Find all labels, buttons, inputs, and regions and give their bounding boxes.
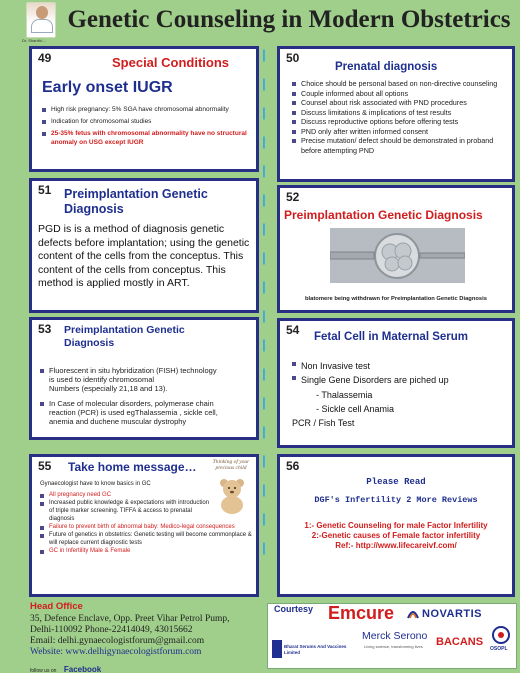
list-item: All pregnancy need GC (40, 491, 255, 499)
emcure-logo: Emcure (328, 603, 395, 623)
doctor-photo (26, 2, 56, 38)
list-item (40, 366, 222, 393)
doctor-face (36, 6, 48, 19)
read-heading: Please Read (366, 477, 426, 487)
panel-number: 55 (38, 459, 52, 473)
intro-text: Gynaecologist have to know basics in GC (40, 481, 151, 487)
panel-title (64, 324, 185, 350)
panel-number: 52 (286, 190, 300, 204)
center-divider: | | | | | | | | | | | | | | | | | | (262, 47, 266, 555)
list-item: GC in Infertility Male & Female (40, 547, 255, 555)
list-item: Single Gene Disorders are piched up (292, 373, 512, 387)
osopl-icon (490, 626, 512, 644)
address-line: Delhi-110092 Phone-22414049, 43015662 (30, 625, 193, 635)
photo-caption: Dr. Shanthi.... (22, 38, 47, 43)
panel-title: Special Conditions (112, 55, 230, 70)
bharat-icon (272, 640, 282, 658)
reading-item: 2:-Genetic causes of Female factor infertility (311, 531, 481, 540)
blastomere-micrograph (330, 228, 465, 283)
bullet-list (40, 366, 222, 426)
head-office-label: Head Office (30, 601, 83, 612)
sub-item: - Thalassemia (316, 390, 373, 400)
panel-title: Prenatal diagnosis (335, 61, 438, 73)
panel-fetal-cell (277, 318, 515, 448)
courtesy-sponsors (267, 603, 517, 669)
courtesy-label: Courtesy (274, 604, 314, 614)
bullet-list (42, 105, 252, 147)
read-subheading: DGF's Infertility 2 More Reviews (314, 495, 478, 505)
list-item: Counsel about risk associated with PND procedures (292, 98, 512, 108)
list-item: Discuss reproductive options before offering tests (292, 117, 512, 127)
thinking-caption: Thinking of your precious child (212, 459, 250, 471)
page-header (0, 0, 520, 42)
follow-label: follow us on (30, 668, 57, 673)
list-item: Choice should be personal based on non-directive counseling (292, 79, 512, 89)
list-item: In Case of molecular disorders, polymerase chain reaction (PCR) is used egThalassemia , sickle cell, anemia and duchene muscular dystrophy (40, 399, 222, 426)
reading-item: 1:- Genetic Counseling for male Factor Infertility (304, 521, 488, 530)
panel-subtitle: Early onset IUGR (42, 79, 173, 96)
bullet-list (292, 359, 512, 387)
bharat-logo: Bharat Serums And Vaccines Limited (284, 644, 347, 655)
merck-logo: Merck Serono (362, 630, 428, 642)
novartis-icon (406, 606, 420, 620)
panel-body: PGD is is a method of diagnosis genetic defects before implantation; using the genetic content of the cells from the conceptus. This content of the cells from conceptus. This method is applied mostly in ART. (38, 223, 250, 289)
sub-list (316, 388, 394, 416)
panel-number: 49 (38, 51, 52, 65)
list-item: Non Invasive test (292, 359, 512, 373)
panel-special-conditions (29, 46, 259, 172)
panel-pgd-definition (29, 178, 259, 313)
list-item: Failure to prevent birth of abnormal baby: Medico-legal consequences (40, 523, 255, 531)
panel-pgd-methods (29, 317, 259, 440)
page-title: Genetic Counseling in Modern Obstetrics (67, 6, 511, 33)
panel-title: Preimplantation Genetic Diagnosis (284, 208, 483, 222)
panel-title: Take home message… (68, 460, 197, 474)
reading-list (280, 521, 512, 551)
bacans-logo: BACANS (436, 636, 484, 648)
list-item-text: Numbers (especially 21,18 and 13). (49, 384, 168, 393)
panel-title (64, 187, 208, 217)
facebook-link[interactable]: Facebook (63, 665, 102, 673)
novartis-logo: NOVARTIS (422, 608, 483, 620)
title-line: Diagnosis (64, 337, 115, 349)
sub-item: - Sickle cell Anamia (316, 404, 395, 414)
head-office-block (30, 601, 265, 673)
panel-number: 56 (286, 459, 300, 473)
panel-prenatal-diagnosis (277, 46, 515, 182)
panel-please-read (277, 454, 515, 597)
panel-number: 53 (38, 322, 52, 336)
panel-number: 50 (286, 51, 300, 65)
panel-footer-line: PCR / Fish Test (292, 418, 355, 428)
image-caption: blatomere being withdrawn for Preimplantation Genetic Diagnosis (305, 296, 487, 302)
email-line[interactable]: Email: delhi.gynaecologistforum@gmail.com (30, 636, 205, 646)
address-line: 35, Defence Enclave, Opp. Preet Vihar Petrol Pump, (30, 614, 230, 624)
panel-take-home (29, 454, 259, 597)
bullet-list (292, 79, 512, 155)
social-row (30, 659, 265, 673)
list-item-highlight: 25-35% fetus with chromosomal abnormality have no structural anomaly on USG except IUGR (42, 129, 252, 147)
list-item-text: Fluorescent in situ hybridization (FISH) technology is used to identify chromosomal (49, 366, 217, 384)
list-item: Discuss limitations & implications of test results (292, 108, 512, 118)
list-item: Future of genetics in obstetrics: Genetic testing will become commonplace & will replace current diagnostic tests (40, 531, 255, 547)
list-item: PND only after written informed consent (292, 127, 512, 137)
title-line: Diagnosis (64, 202, 124, 216)
title-line: Preimplantation Genetic (64, 187, 208, 201)
list-item: High risk pregnancy: 5% SGA have chromosomal abnormality (42, 105, 252, 114)
reading-ref-link[interactable]: Ref:- http://www.lifecareivf.com/ (335, 541, 457, 550)
panel-pgd-image (277, 185, 515, 313)
osopl-logo: OSOPL (490, 646, 508, 652)
website-link[interactable]: Website: www.delhigynaecologistforum.com (30, 647, 202, 657)
merck-tagline: Living science, transforming lives (364, 644, 423, 649)
title-line: Preimplantation Genetic (64, 324, 185, 336)
list-item: Precise mutation/ defect should be demonstrated in proband before attempting PND (292, 136, 512, 155)
list-item: Indication for chromosomal studies (42, 117, 252, 126)
list-item: Increased public knowledge & expectations with introduction of triple marker screening. TIFFA & access to prenatal diagnosis (40, 499, 255, 523)
panel-title: Fetal Cell in Maternal Serum (314, 331, 469, 343)
doctor-coat (31, 19, 53, 33)
panel-number: 51 (38, 183, 52, 197)
bullet-list (40, 491, 255, 555)
panel-number: 54 (286, 323, 300, 337)
list-item: Couple informed about all options (292, 89, 512, 99)
